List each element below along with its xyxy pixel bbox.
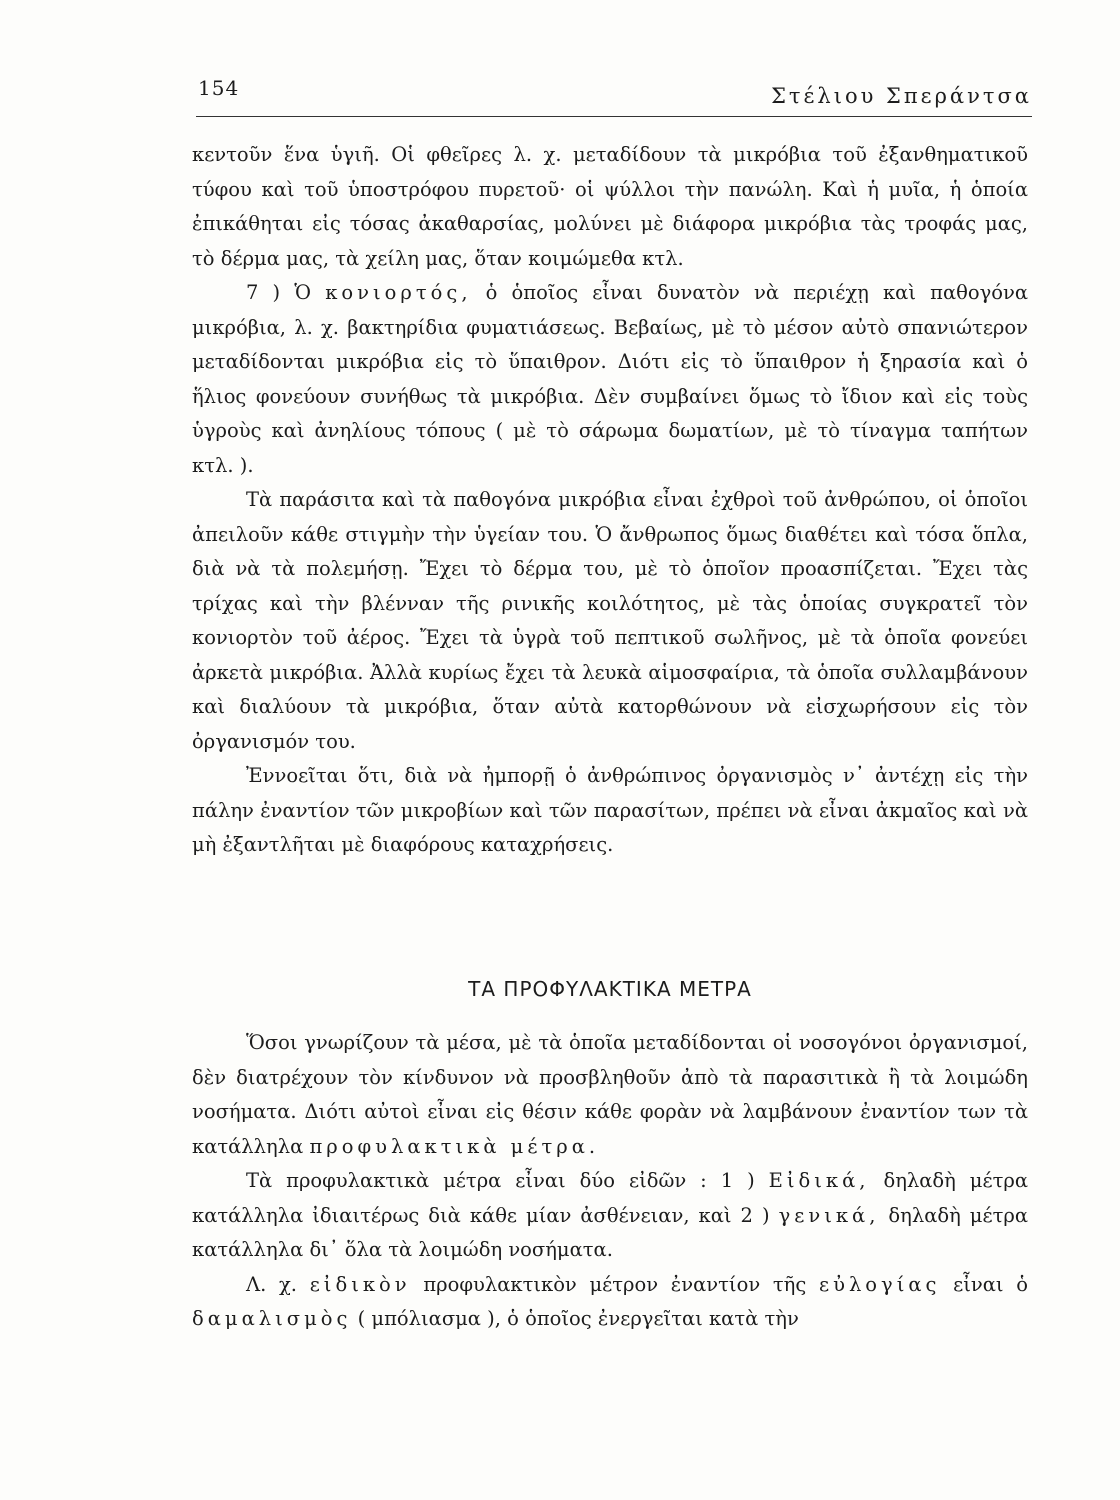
header-rule (196, 116, 1032, 117)
emphasized-term: Εἰδικά, (768, 1169, 870, 1192)
paragraph-text: προφυλακτικὸν μέτρον ἐναντίον τῆς (423, 1272, 807, 1296)
paragraph-text: εἶναι ὁ (953, 1272, 1028, 1296)
paragraph (192, 138, 1028, 276)
body-text-top (192, 138, 1028, 863)
emphasized-term: προφυλακτικὰ μέτρα. (309, 1134, 600, 1158)
emphasized-term: εἰδικὸν (309, 1272, 411, 1296)
emphasized-term: γενικά, (778, 1203, 880, 1227)
body-text-bottom (192, 1026, 1028, 1337)
paragraph-text: Ὅσοι γνωρίζουν τὰ μέσα, μὲ τὰ ὁποῖα μεταδίδονται οἱ νοσογόνοι ὀργανισμοί, δὲν διατρέχουν τὸν κίνδυνον νὰ προσβληθοῦν ἀπὸ τὰ παρασιτικὰ ἢ τὰ λοιμώδη νοσήματα. Διότι αὐτοὶ εἶναι εἰς θέσιν κάθε φορὰν νὰ λαμβάνουν ἐναντίον των τὰ κατάλληλα (192, 1031, 1028, 1158)
paragraph (192, 276, 1028, 483)
paragraph-text: Λ. χ. (246, 1272, 297, 1296)
page-header (196, 70, 1032, 118)
emphasized-term: δαμαλισμὸς (192, 1307, 352, 1330)
emphasized-term: εὐλογίας (818, 1272, 941, 1296)
paragraph (192, 483, 1028, 759)
paragraph (192, 1268, 1028, 1337)
emphasized-term: κονιορτός, (325, 281, 472, 304)
page-number: 154 (198, 76, 240, 100)
paragraph-text: Ἐννοεῖται ὅτι, διὰ νὰ ἠμπορῇ ὁ ἀνθρώπινος ὀργανισμὸς ν᾽ ἀντέχῃ εἰς τὴν πάλην ἐναντίον τῶν μικροβίων καὶ τῶν παρασίτων, πρέπει νὰ εἶναι ἀκμαῖος καὶ νὰ μὴ ἐξαντλῆται μὲ διαφόρους καταχρήσεις. (192, 764, 1028, 856)
paragraph-text: κεντοῦν ἕνα ὑγιῆ. Οἱ φθεῖρες λ. χ. μεταδίδουν τὰ μικρόβια τοῦ ἐξανθηματικοῦ τύφου καὶ τοῦ ὑποστρόφου πυρετοῦ· οἱ ψύλλοι τὴν πανώλη. Καὶ ἡ μυῖα, ἡ ὁποία ἐπικάθηται εἰς τόσας ἀκαθαρσίας, μολύνει μὲ διάφορα μικρόβια τὰς τροφάς μας, τὸ δέρμα μας, τὰ χείλη μας, ὅταν κοιμώμεθα κτλ. (192, 143, 1028, 270)
section-heading: ΤΑ ΠΡΟΦΥΛΑΚΤΙΚΑ ΜΕΤΡΑ (468, 977, 752, 1001)
paragraph (192, 1026, 1028, 1164)
list-marker: 7 ) Ὁ (246, 281, 312, 304)
paragraph-text: Τὰ προφυλακτικὰ μέτρα εἶναι δύο εἰδῶν : 1 ) (246, 1169, 755, 1192)
paragraph-text: Τὰ παράσιτα καὶ τὰ παθογόνα μικρόβια εἶναι ἐχθροὶ τοῦ ἀνθρώπου, οἱ ὁποῖοι ἀπειλοῦν κάθε στιγμὴν τὴν ὑγείαν του. Ὁ ἄνθρωπος ὅμως διαθέτει καὶ τόσα ὅπλα, διὰ νὰ τὰ πολεμήσῃ. Ἔχει τὸ δέρμα του, μὲ τὸ ὁποῖον προασπίζεται. Ἔχει τὰς τρίχας καὶ τὴν βλένναν τῆς ρινικῆς κοιλότητος, μὲ τὰς ὁποίας συγκρατεῖ τὸν κονιορτὸν τοῦ ἀέρος. Ἔχει τὰ ὑγρὰ τοῦ πεπτικοῦ σωλῆνος, μὲ τὰ ὁποῖα φονεύει ἀρκετὰ μικρόβια. Ἀλλὰ κυρίως ἔχει τὰ λευκὰ αἱμοσφαίρια, τὰ ὁποῖα συλλαμβάνουν καὶ διαλύουν τὰ μικρόβια, ὅταν αὐτὰ κατορθώνουν νὰ εἰσχωρήσουν εἰς τὸν ὀργανισμόν του. (192, 488, 1028, 753)
paragraph-text: ὁ ὁποῖος εἶναι δυνατὸν νὰ περιέχῃ καὶ παθογόνα μικρόβια, λ. χ. βακτηρίδια φυματιάσεως. Βεβαίως, μὲ τὸ μέσον αὐτὸ σπανιώτερον μεταδίδονται μικρόβια εἰς τὸ ὕπαιθρον. Διότι εἰς τὸ ὕπαιθρον ἡ ξηρασία καὶ ὁ ἥλιος φονεύουν συνήθως τὰ μικρόβια. Δὲν συμβαίνει ὅμως τὸ ἴδιον καὶ εἰς τοὺς ὑγροὺς καὶ ἀνηλίους τόπους ( μὲ τὸ σάρωμα δωματίων, μὲ τὸ τίναγμα ταπήτων κτλ. ). (192, 281, 1029, 477)
paragraph-text: ( μπόλιασμα ), ὁ ὁποῖος ἐνεργεῖται κατὰ τὴν (357, 1307, 799, 1330)
paragraph-text: δηλαδὴ μέτρα κατάλληλα ἰδιαιτέρως διὰ κάθε μίαν ἀσθένειαν, καὶ 2 ) (192, 1169, 1028, 1227)
paragraph (192, 759, 1028, 863)
paragraph (192, 1164, 1028, 1268)
paragraph-text: δηλαδὴ μέτρα κατάλληλα δι᾽ ὅλα τὰ λοιμώδη νοσήματα. (192, 1203, 1028, 1261)
running-head: Στέλιου Σπεράντσα (771, 84, 1032, 108)
